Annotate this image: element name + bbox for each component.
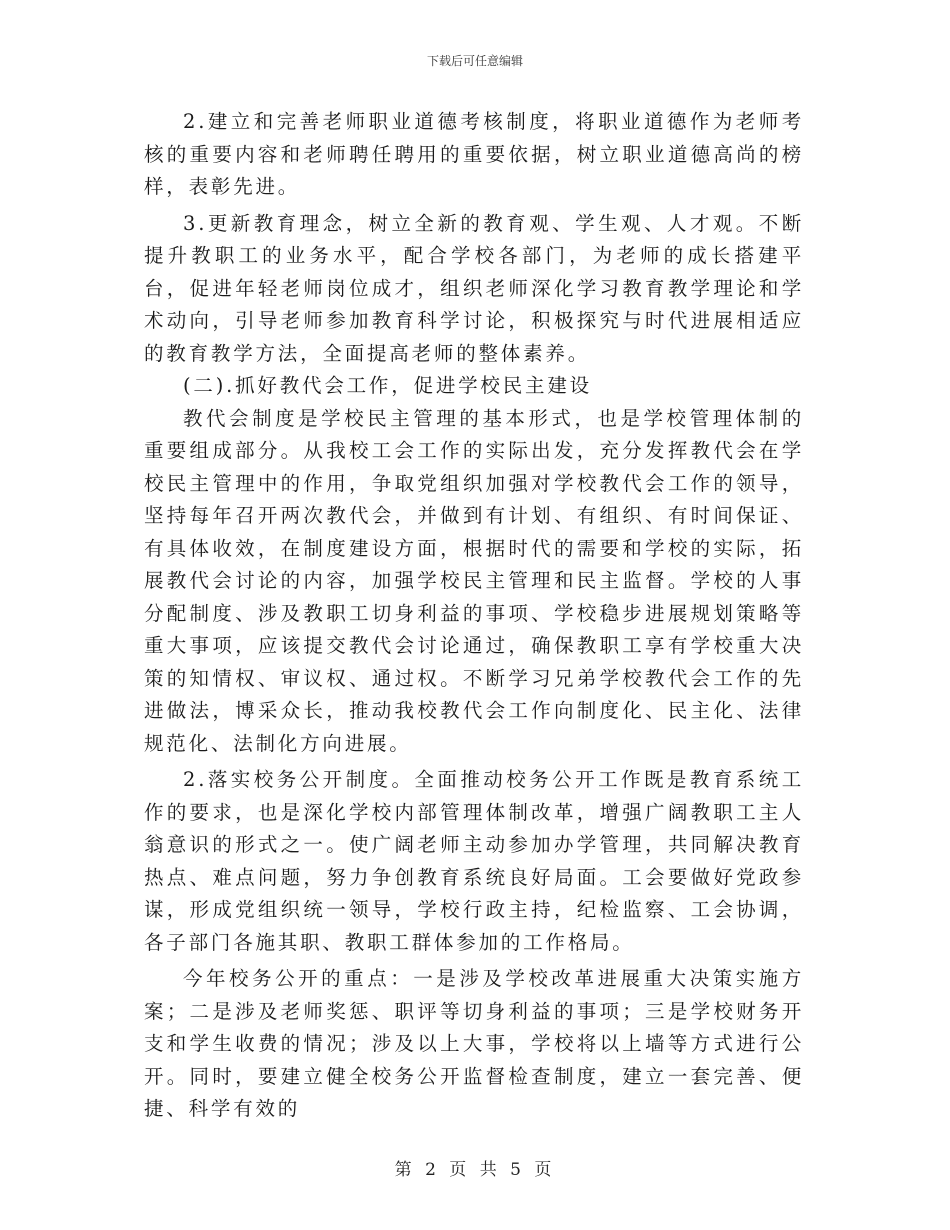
document-body — [144, 106, 804, 1126]
page-header: 下载后可任意编辑 — [426, 54, 523, 68]
paragraph-ethics-assessment: 2.建立和完善老师职业道德考核制度，将职业道德作为老师考核的重要内容和老师聘任聘用的重要依据，树立职业道德高尚的榜样，表彰先进。 — [144, 110, 804, 198]
paragraph-congress-system: 教代会制度是学校民主管理的基本形式，也是学校管理体制的重要组成部分。从我校工会工作的实际出发，充分发挥教代会在学校民主管理中的作用，争取党组织加强对学校教代会工作的领导，坚持每年召开两次教代会，并做到有计划、有组织、有时间保证、有具体收效，在制度建设方面，根据时代的需要和学校的实际，拓展教代会讨论的内容，加强学校民主管理和民主监督。学校的人事分配制度、涉及教职工切身利益的事项、学校稳步进展规划策略等重大事项，应该提交教代会讨论通过，确保教职工享有学校重大决策的知情权、审议权、通过权。不断学习兄弟学校教代会工作的先进做法，博采众长，推动我校教代会工作向制度化、民主化、法律规范化、法制化方向进展。 — [144, 406, 804, 755]
section-heading-congress: (二).抓好教代会工作，促进学校民主建设 — [183, 374, 592, 397]
page-number-footer: 第 2 页 共 5 页 — [394, 1160, 556, 1180]
paragraph-disclosure-focus: 今年校务公开的重点：一是涉及学校改革进展重大决策实施方案；二是涉及老师奖惩、职评等切身利益的事项；三是学校财务开支和学生收费的情况；涉及以上大事，学校将以上墙等方式进行公开。同时，要建立健全校务公开监督检查制度，建立一套完善、便捷、科学有效的 — [144, 967, 804, 1120]
paragraph-education-concept: 3.更新教育理念，树立全新的教育观、学生观、人才观。不断提升教职工的业务水平，配合学校各部门，为老师的成长搭建平台，促进年轻老师岗位成才，组织老师深化学习教育教学理论和学术动向，引导老师参加教育科学讨论，积极探究与时代进展相适应的教育教学方法，全面提高老师的整体素养。 — [144, 211, 804, 365]
paragraph-affairs-disclosure: 2.落实校务公开制度。全面推动校务公开工作既是教育系统工作的要求，也是深化学校内部管理体制改革，增强广阔教职工主人翁意识的形式之一。使广阔老师主动参加办学管理，共同解决教育热点、难点问题，努力争创教育系统良好局面。工会要做好党政参谋，形成党组织统一领导，学校行政主持，纪检监察、工会协调，各子部门各施其职、教职工群体参加的工作格局。 — [144, 768, 804, 954]
